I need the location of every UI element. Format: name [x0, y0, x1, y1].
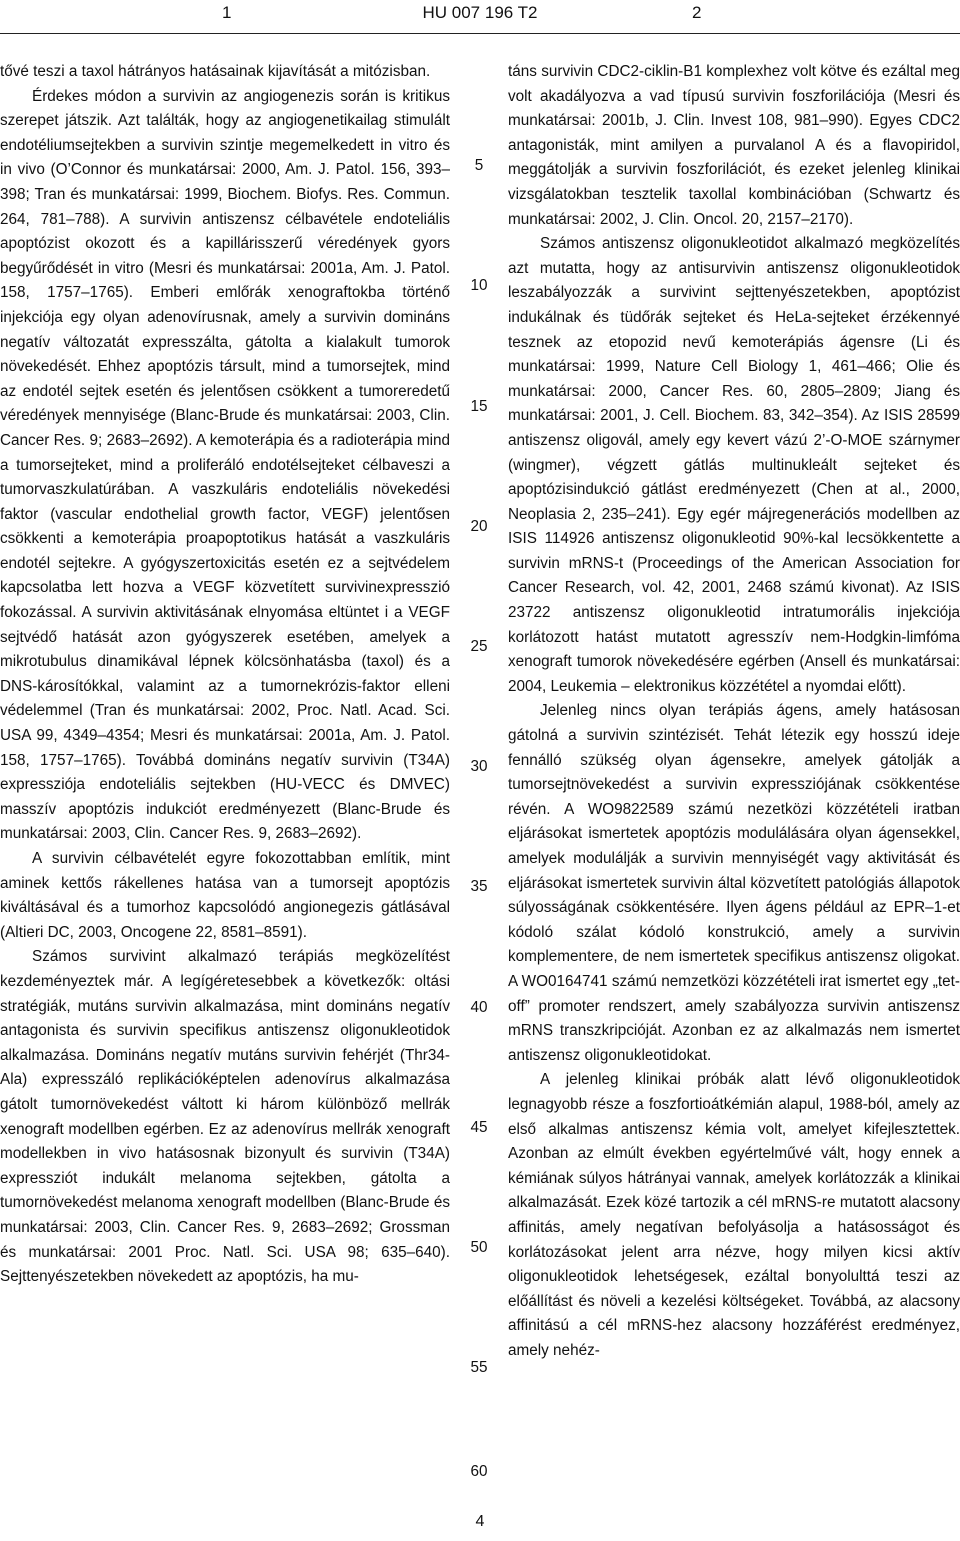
left-text-column — [0, 60, 450, 1290]
paragraph: A survivin célbavételét egyre fokozottabban említik, mint aminek kettős rákellenes hatása van a tumorsejt apoptózis kiváltásával és a tumorhoz kapcsolódó angionegezis gátlásával (Altieri DC, 2003, Oncogene 22, 8581–8591). — [0, 850, 450, 941]
paragraph: Számos antiszensz oligonukleotidot alkalmazó megközelítés azt mutatta, hogy az antisurvivin antiszensz oligonukleotidok leszabályozzák a survivint sejttenyészetekben, apoptózist indukálnak és tüdőrák sejteket és HeLa-sejteket érzékennyé tesznek az etopozid nevű kemoterápiás ágensre (Li és munkatársai: 1999, Nature Cell Biology 1, 461–466; Olie és munkatársai: 2000, Cancer Res. 60, 2805–2809; Jiang és munkatársai: 2001, J. Cell. Biochem. 83, 342–354). Az ISIS 28599 antiszensz oligovál, amely egy kevert vázú 2’-O-MOE szárnymer (wingmer), végzett gátlás multinukleált sejteket és apoptózisindukció gátlást eredményezett (Chen at al., 2000, Neoplasia 2, 235–241). Egy egér májregenerációs modellben az ISIS 114926 antiszensz oligonukleotid 90%-kal lecsökkentette a survivin mRNS-t (Proceedings of the American Association for Cancer Research, vol. 42, 2001, 2468 számú kivonat). Az ISIS 23722 antiszensz oligonukleotid intratumorális injekciója korlátozott hatást mutatott agresszív nem-Hodgkin-limfóma xenograft tumorok növekedésére egérben (Ansell és munkatársai: 2004, Leukemia – elektronikus közzététel a nyomdai előtt). — [508, 235, 960, 695]
line-number: 50 — [470, 1239, 488, 1256]
document-id: HU 007 196 T2 — [422, 3, 538, 22]
paragraph: Érdekes módon a survivin az angiogenezis során is kritikus szerepet játszik. Azt találták, hogy az angiogenetikailag stimulált endotéliumsejtekben a survivin szintje megemelkedett in vitro és in vivo (O’Connor és munkatársai: 2000, Am. J. Patol. 156, 393–398; Tran és munkatársai: 1999, Biochem. Biofys. Res. Commun. 264, 781–788). A survivin antiszensz célbavétele endoteliális apoptózist okozott és a kapillárisszerű véredények gyors begyűrődését in vitro (Mesri és munkatársai: 2001a, Am. J. Patol. 158, 1757–1765). Emberi emlőrák xenograftokba történő injekciója egy olyan adenovírusnak, amely a survivin domináns negatív változatát expresszálta, gátolta a kialakult tumorok növekedését. Ehhez apoptózis társult, mind a tumorsejtek, mind az endotél sejtek esetén és jelentősen csökkent a tumoreredetű véredények mennyisége (Blanc-Brude és munkatársai: 2003, Clin. Cancer Res. 9; 2683–2692). A kemoterápia és a radioterápia mind a tumorsejteket, mind a proliferáló endotélsejteket célbaveszi a tumorvaszkulatúrában. A vaszkuláris endoteliális növekedési faktor (vascular endothelial growth factor, VEGF) jelentősen csökkenti a kemoterápia proapoptotikus hatását a vaszkuláris endotél sejtekre. A gyógyszertoxicitás esetén ez a sejtvédelem kapcsolatba lett hozva a VEGF közvetített survivinexpresszió fokozással. A survivin aktivitásának elnyomása eltüntet i a VEGF sejtvédő hatását azon gyógyszerek esetében, amelyek a mikrotubulus dinamikával lépnek kölcsönhatásba (taxol) és a DNS-károsítókkal, valamint az a tumornekrózis-faktor elleni védelemmel (Tran és munkatársai: 2002, Proc. Natl. Acad. Sci. USA 99, 4349–4354; Mesri és munkatársai: 2001a, Am. J. Patol. 158, 1757–1765). Továbbá domináns negatív survivin (T34A) expressziója endoteliális sejtekben (HU-VECC és DMVEC) masszív apoptózis indukciót eredményezett (Blanc-Brude és munkatársai: 2003, Clin. Cancer Res. 9, 2683–2692). — [0, 87, 450, 843]
line-number: 60 — [470, 1463, 488, 1480]
page-header — [0, 0, 960, 34]
right-text-column — [508, 60, 960, 1363]
line-number: 45 — [470, 1119, 488, 1136]
header-divider — [0, 33, 960, 34]
paragraph: tővé teszi a taxol hátrányos hatásainak kijavítását a mitózisban. — [0, 63, 431, 80]
line-number: 40 — [470, 999, 488, 1016]
line-number: 35 — [470, 878, 488, 895]
paragraph: A jelenleg klinikai próbák alatt lévő oligonukleotidok legnagyobb része a foszfortioátkémián alapul, 1988-ból, amely az első alkalmas antiszensz kémia volt, amelyet kifejlesztettek. Azonban az elmúlt években egyértelművé vált, hogy ennek a kémiának súlyos hátrányai vannak, amelyek korlátozzák a klinikai alkalmazását. Ezek közé tartozik a cél mRNS-re mutatott alacsony affinitás, amely negatívan befolyásolja a hatásosságot és korlátozásokat jelent arra nézve, hogy milyen kicsi aktív oligonukleotidok lehetségesek, ezáltal bonyolulttá teszi az előállítást és növeli a kezelési költségeket. Továbbá, az alacsony affinitású a cél mRNS-hez alacsony hozzáférést eredményez, amely nehéz- — [508, 1071, 960, 1359]
paragraph: Számos survivint alkalmazó terápiás megközelítést kezdeményeztek már. A legígéretesebbek a következők: oltási stratégiák, mutáns survivin alkalmazása, mint domináns negatív antagonista és survivin specifikus antiszensz oligonukleotidok alkalmazása. Domináns negatív mutáns survivin fehérjét (Thr34-Ala) expresszáló replikációképtelen adenovírus alkalmazása gátolt tumornövekedést váltott ki három különböző mellrák xenograft modellben egérben. Ez az adenovírus mellrák xenograft modellekben in vivo hatásosnak bizonyult és survivin (T34A) expressziót indukált melanoma sejtekben, gátolta a tumornövekedést melanoma xenograft modellben (Blanc-Brude és munkatársai: 2003, Clin. Cancer Res. 9, 2683–2692; Grossman és munkatársai: 2001 Proc. Natl. Sci. USA 98; 635–640). Sejttenyészetekben növekedett az apoptózis, ha mu- — [0, 948, 450, 1286]
page-number-right: 2 — [692, 3, 702, 22]
line-number: 25 — [470, 638, 488, 655]
line-number: 5 — [474, 157, 484, 174]
paragraph: táns survivin CDC2-ciklin-B1 komplexhez volt kötve és ezáltal meg volt akadályozva a vad típusú survivin foszforilációja (Mesri és munkatársai: 2001b, J. Clin. Invest 108, 981–990). Egyes CDC2 antagonisták, mint amilyen a purvalanol A és a flavopiridol, meggátolják a survivin foszforilációt, és ezeket jelenleg klinikai vizsgálatokban tesztelik taxollal kombinációban (Schwartz és munkatársai: 2002, J. Clin. Oncol. 20, 2157–2170). — [508, 63, 960, 228]
paragraph: Jelenleg nincs olyan terápiás ágens, amely hatásosan gátolná a survivin szintézisét. Tehát létezik egy hosszú ideje fennálló szükség olyan ágensekre, amelyek gátolják a tumorsejtnövekedést a survivin expressziójának csökkentése révén. A WO9822589 számú nezetközi közzétételi iratban eljárásokat ismertetek apoptózis modulálására olyan ágensekkel, amelyek modulálják a survivin mennyiségét vagy aktivitását és eljárásokat ismertetek survivin által közvetített patológiás állapotok súlyosságának csökkentésére. Ilyen ágens például az EPR–1-et kódoló szálat kódoló konstrukció, amely a survivin komplementere, de nem ismertetek specifikus antiszensz oligokat. A WO0164741 számú nemzetközi közzétételi irat ismertet egy „tet-off” promoter rendszert, amely szabályozza survivin antiszensz mRNS transzkripcióját. Azonban ez az alkalmazás nem ismertet antiszensz oligonukleotidokat. — [508, 702, 960, 1064]
line-number: 15 — [470, 398, 488, 415]
line-number: 20 — [470, 518, 488, 535]
line-number: 10 — [470, 277, 488, 294]
line-number: 30 — [470, 758, 488, 775]
line-number: 55 — [470, 1359, 488, 1376]
page-number-footer: 4 — [475, 1513, 485, 1530]
page-number-left: 1 — [222, 3, 232, 22]
